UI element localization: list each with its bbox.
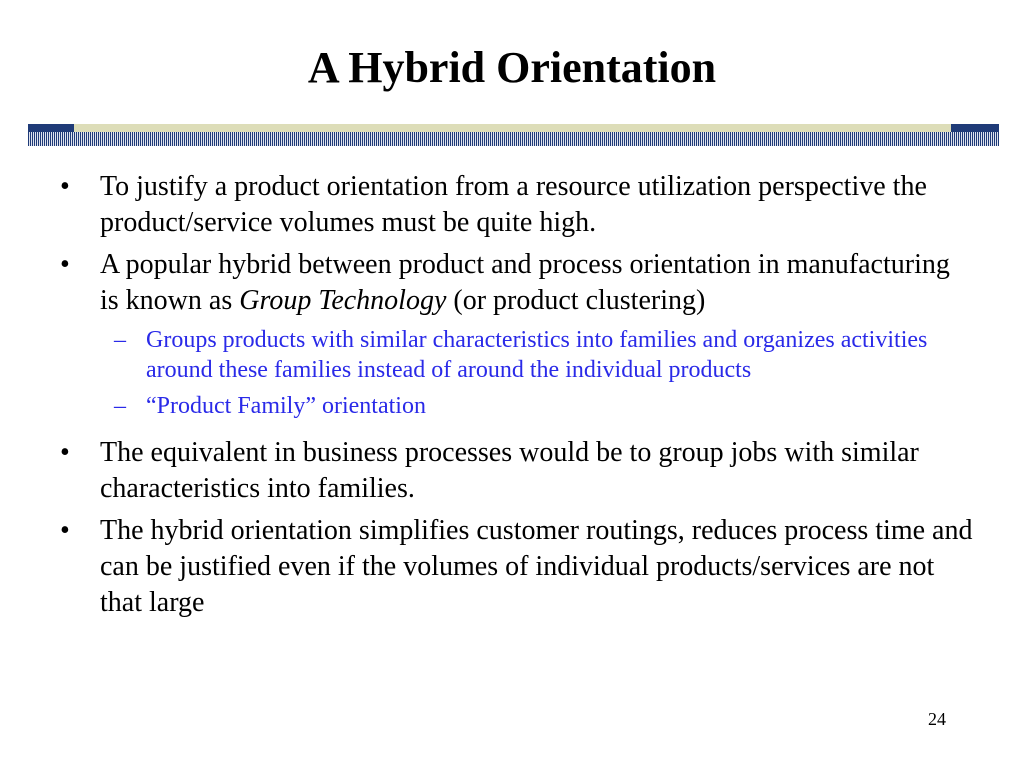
bullet-text-after: (or product clustering) bbox=[446, 285, 706, 316]
bullet-text: The hybrid orientation simplifies customer routings, reduces process time and can be justified even if the volumes of individual products/services are not that large bbox=[100, 515, 973, 618]
bullet-text: The equivalent in business processes would be to group jobs with similar characteristics into families. bbox=[100, 437, 919, 504]
title-underline-hatch bbox=[28, 132, 999, 146]
bullet-marker: • bbox=[60, 515, 70, 546]
sub-bullet-text: Groups products with similar characteristics into families and organizes activities around these families instead of around the individual products bbox=[146, 327, 928, 383]
title-underline-left-cap bbox=[28, 124, 74, 132]
dash-marker: – bbox=[114, 327, 126, 353]
slide-title: A Hybrid Orientation bbox=[307, 43, 717, 92]
bullet-text: To justify a product orientation from a resource utilization perspective the product/service volumes must be quite high. bbox=[100, 171, 927, 238]
bullet-text-before: A popular hybrid between product and process orientation in manufacturing is known as bbox=[100, 249, 950, 316]
bullet-item-1 bbox=[60, 169, 975, 241]
sub-bullet-list bbox=[60, 325, 975, 421]
dash-marker: – bbox=[114, 393, 126, 419]
bullet-marker: • bbox=[60, 249, 70, 280]
bullet-marker: • bbox=[60, 171, 70, 202]
bullet-item-3 bbox=[60, 435, 975, 507]
sub-bullet-item-2 bbox=[60, 391, 975, 421]
bullet-list bbox=[60, 169, 975, 627]
page-number: 24 bbox=[928, 709, 946, 729]
sub-bullet-text: “Product Family” orientation bbox=[146, 393, 426, 419]
bullet-emphasis: Group Technology bbox=[239, 285, 447, 316]
bullet-marker: • bbox=[60, 437, 70, 468]
sub-bullet-item-1 bbox=[60, 325, 975, 385]
title-underline-right-cap bbox=[951, 124, 999, 132]
bullet-item-4 bbox=[60, 513, 975, 621]
title-underline-band bbox=[28, 124, 999, 132]
bullet-item-2 bbox=[60, 247, 975, 319]
